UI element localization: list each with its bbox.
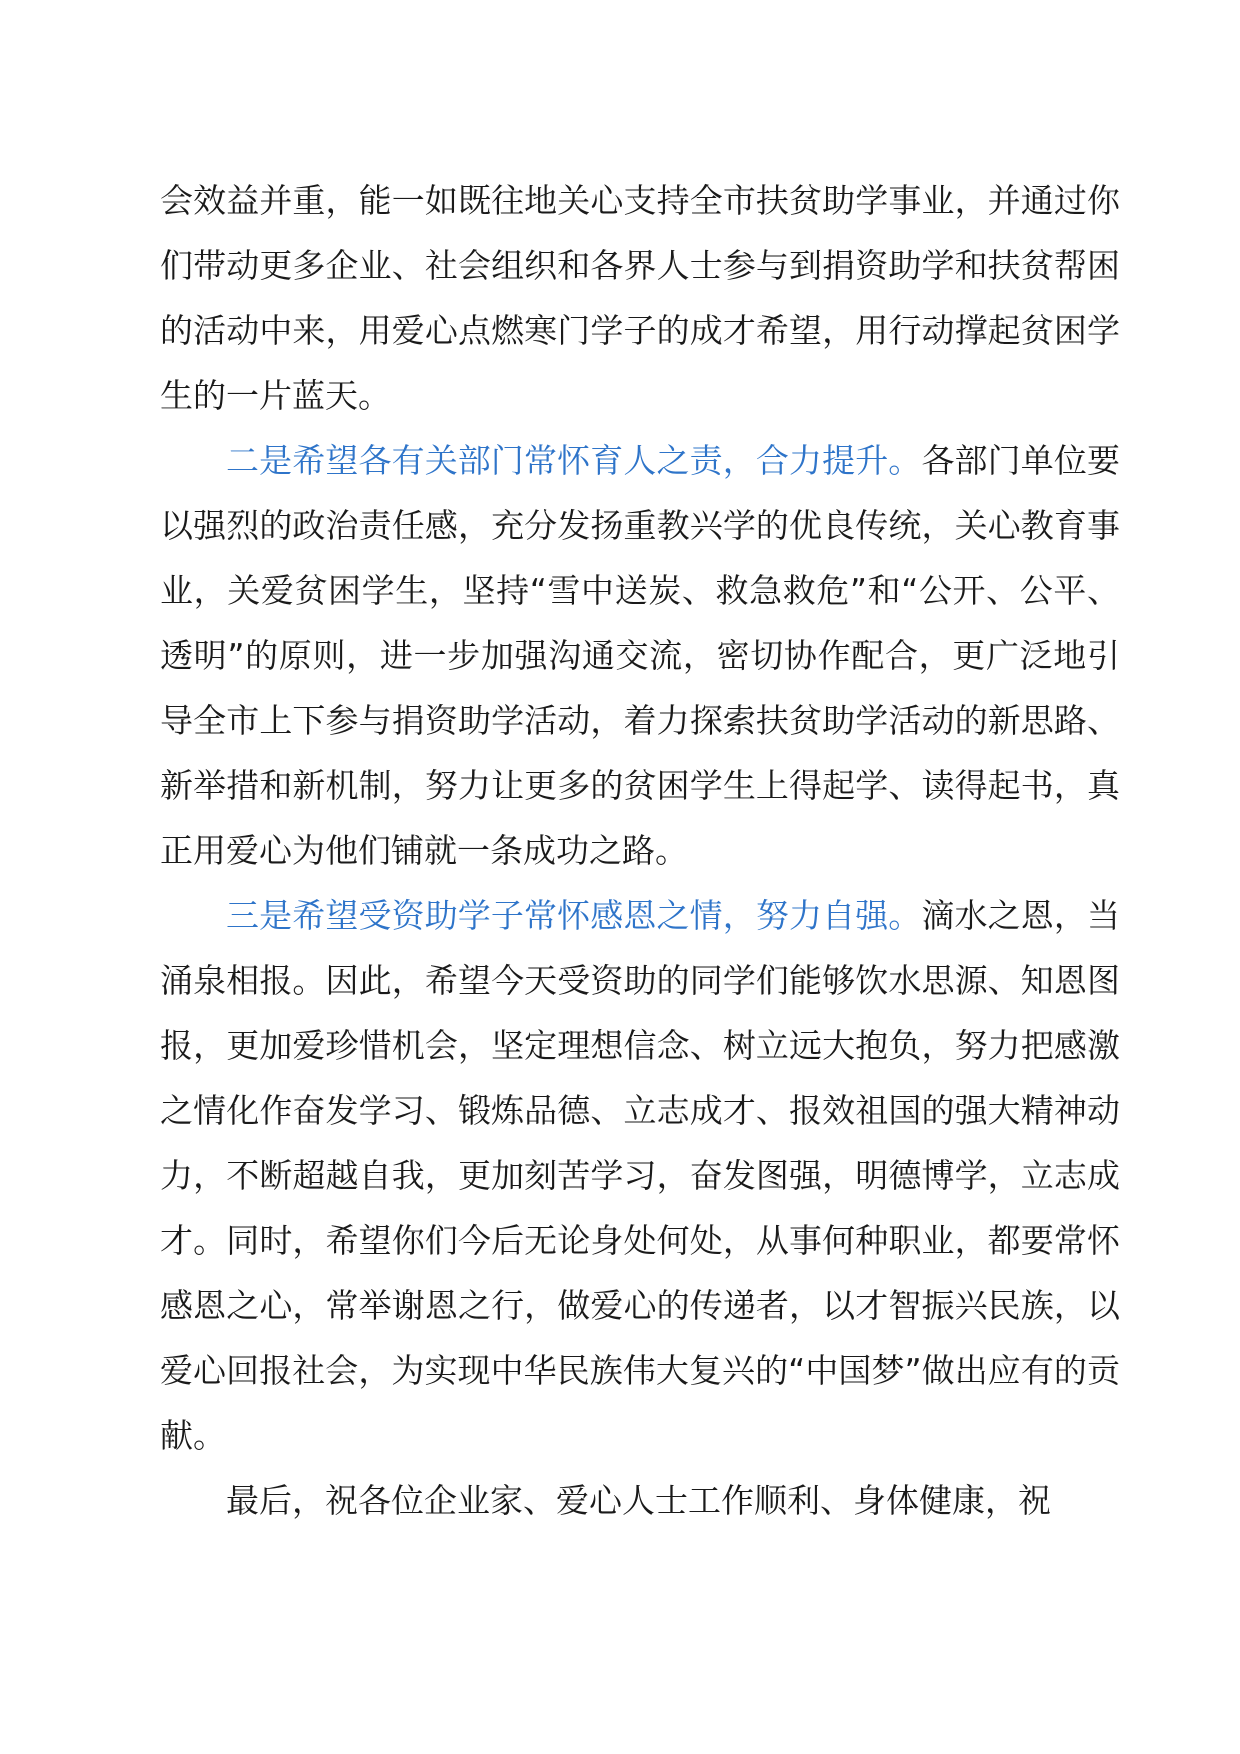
paragraph-4 <box>160 1468 1120 1533</box>
paragraph-3-heading: 三是希望受资助学子常怀感恩之情，努力自强。 <box>226 896 922 935</box>
paragraph-3-text: 滴水之恩，当涌泉相报。因此，希望今天受资助的同学们能够饮水思源、知恩图报，更加爱珍惜机会，坚定理想信念、树立远大抱负，努力把感激之情化作奋发学习、锻炼品德、立志成才、报效祖国的强大精神动力，不断超越自我，更加刻苦学习，奋发图强，明德博学，立志成才。同时，希望你们今后无论身处何处，从事何种职业，都要常怀感恩之心，常举谢恩之行，做爱心的传递者，以才智振兴民族，以爱心回报社会，为实现中华民族伟大复兴的“中国梦”做出应有的贡献。 <box>160 896 1121 1455</box>
paragraph-4-text: 最后，祝各位企业家、爱心人士工作顺利、身体健康，祝 <box>226 1481 1051 1520</box>
paragraph-2-text: 各部门单位要以强烈的政治责任感，充分发扬重教兴学的优良传统，关心教育事业，关爱贫困学生，坚持“雪中送炭、救急救危”和“公开、公平、透明”的原则，进一步加强沟通交流，密切协作配合，更广泛地引导全市上下参与捐资助学活动，着力探索扶贫助学活动的新思路、新举措和新机制，努力让更多的贫困学生上得起学、读得起书，真正用爱心为他们铺就一条成功之路。 <box>160 441 1121 870</box>
paragraph-1-text: 会效益并重，能一如既往地关心支持全市扶贫助学事业，并通过你们带动更多企业、社会组织和各界人士参与到捐资助学和扶贫帮困的活动中来，用爱心点燃寒门学子的成才希望，用行动撑起贫困学生的一片蓝天。 <box>160 181 1120 415</box>
paragraph-1 <box>160 168 1120 428</box>
paragraph-2-heading: 二是希望各有关部门常怀育人之责，合力提升。 <box>226 441 922 480</box>
paragraph-2 <box>160 428 1120 883</box>
paragraph-3 <box>160 883 1120 1468</box>
document-body <box>160 168 1120 1533</box>
